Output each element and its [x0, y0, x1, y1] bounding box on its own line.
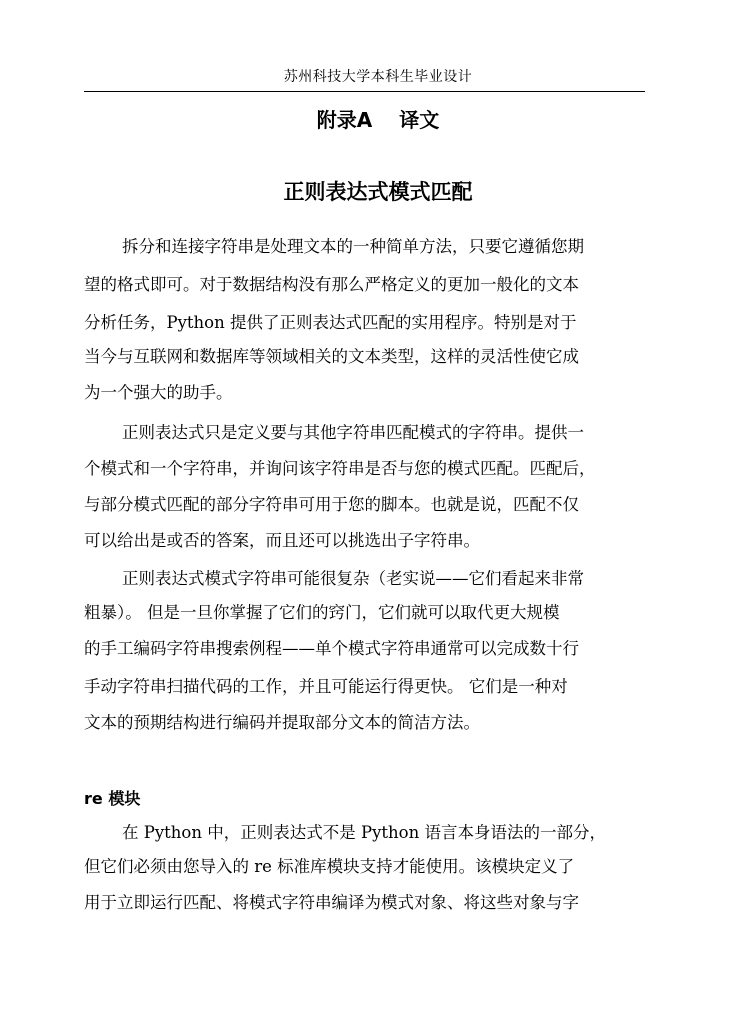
text-line: 为一个强大的助手。	[84, 383, 233, 402]
text-line: 与部分模式匹配的部分字符串可用于您的脚本。也就是说，匹配不仅	[84, 495, 579, 514]
text-line: 拆分和连接字符串是处理文本的一种简单方法，只要它遵循您期	[122, 237, 584, 256]
section-heading: re 模块	[84, 789, 141, 808]
text-line: 粗暴）。 但是一旦你掌握了它们的窍门，它们就可以取代更大规模	[84, 603, 560, 622]
appendix-title: 附录A 译文	[316, 108, 440, 132]
text-line: 个模式和一个字符串，并询问该字符串是否与您的模式匹配。匹配后，	[84, 459, 596, 478]
text-line: 望的格式即可。对于数据结构没有那么严格定义的更加一般化的文本	[84, 275, 579, 294]
header-title: 苏州科技大学本科生毕业设计	[283, 69, 473, 85]
text-line: 当今与互联网和数据库等领域相关的文本类型，这样的灵活性使它成	[84, 347, 579, 366]
text-line: 手动字符串扫描代码的工作，并且可能运行得更快。 它们是一种对	[84, 677, 568, 696]
text-line: 的手工编码字符串搜索例程——单个模式字符串通常可以完成数十行	[84, 639, 579, 658]
document-title: 正则表达式模式匹配	[283, 180, 473, 204]
text-line: 正则表达式只是定义要与其他字符串匹配模式的字符串。提供一	[122, 423, 584, 442]
text-line: 可以给出是或否的答案，而且还可以挑选出子字符串。	[84, 531, 480, 550]
header-rule	[84, 91, 645, 92]
text-line: 在 Python 中，正则表达式不是 Python 语言本身语法的一部分，	[122, 823, 606, 842]
text-line: 但它们必须由您导入的 re 标准库模块支持才能使用。该模块定义了	[84, 857, 575, 876]
text-line: 正则表达式模式字符串可能很复杂（老实说——它们看起来非常	[122, 569, 584, 588]
text-line: 文本的预期结构进行编码并提取部分文本的简洁方法。	[84, 713, 480, 732]
text-line: 用于立即运行匹配、将模式字符串编译为模式对象、将这些对象与字	[84, 893, 579, 912]
text-line: 分析任务，Python 提供了正则表达式匹配的实用程序。特别是对于	[84, 313, 577, 332]
